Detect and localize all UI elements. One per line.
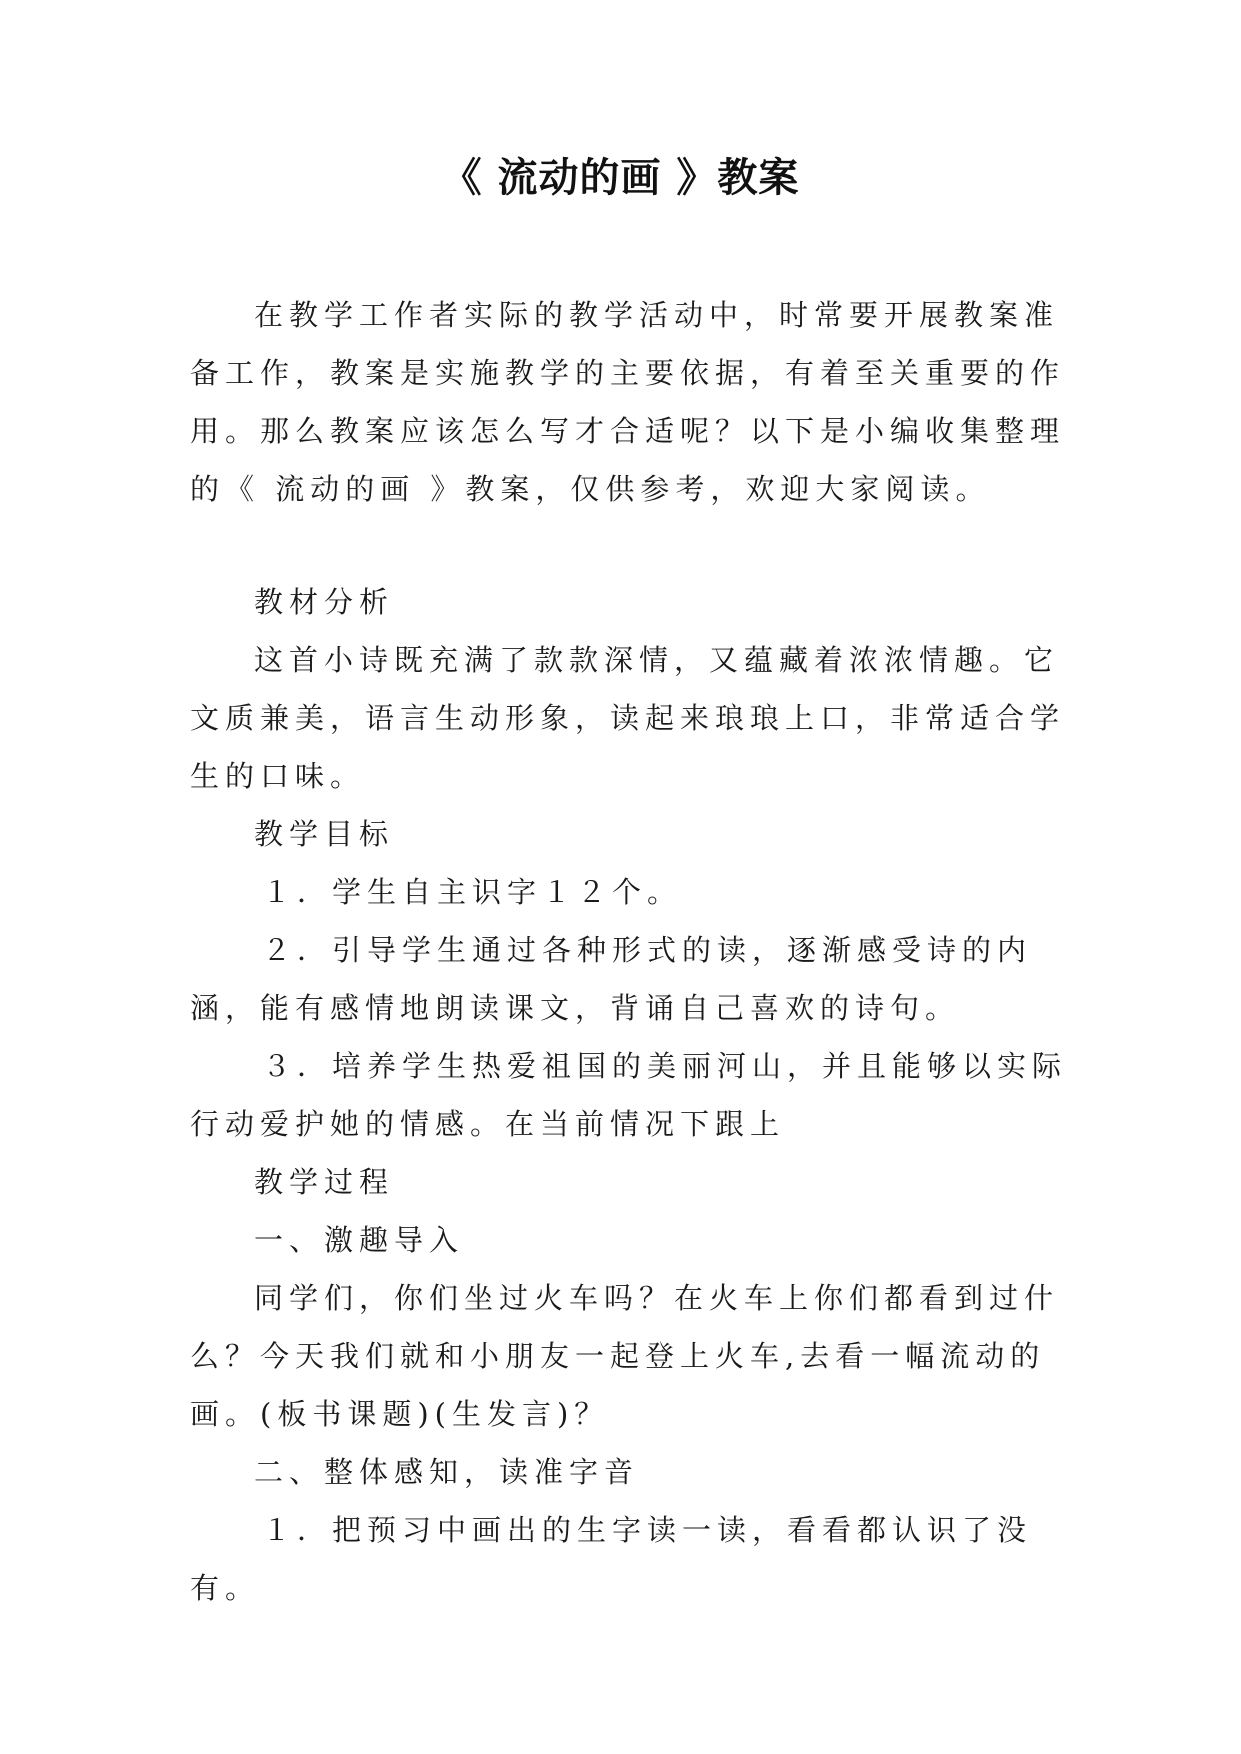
goal-item-2: ２．引导学生通过各种形式的读，逐渐感受诗的内涵，能有感情地朗读课文，背诵自己喜欢的诗句。 [190,933,1033,1025]
step-2-heading: 二、整体感知，读准字音 [254,1455,640,1489]
step-1-heading: 一、激趣导入 [254,1223,465,1257]
intro-paragraph: 在教学工作者实际的教学活动中，时常要开展教案准备工作，教案是实施教学的主要依据，有着至关重要的作用。那么教案应该怎么写才合适呢？以下是小编收集整理的《 流动的画 》教案，仅供参考，欢迎大家阅读。 [190,298,1066,506]
analysis-paragraph: 这首小诗既充满了款款深情，又蕴藏着浓浓情趣。它文质兼美，语言生动形象，读起来琅琅上口，非常适合学生的口味。 [190,643,1066,793]
document-title: 《 流动的画 》教案 [441,155,800,201]
goal-item-1: １．学生自主识字１２个。 [262,875,683,909]
document-body [190,286,1070,1617]
analysis-heading: 教材分析 [254,585,395,619]
goal-item-3: ３．培养学生热爱祖国的美丽河山，并且能够以实际行动爱护她的情感。在当前情况下跟上 [190,1049,1068,1141]
step-2-item-1: １．把预习中画出的生字读一读，看看都认识了没有。 [190,1513,1033,1605]
process-heading: 教学过程 [254,1165,395,1199]
goals-heading: 教学目标 [254,817,395,851]
paragraph-gap [190,518,1070,573]
step-1-paragraph: 同学们，你们坐过火车吗？在火车上你们都看到过什么？今天我们就和小朋友一起登上火车,去看一幅流动的画。(板书课题)(生发言)？ [190,1281,1060,1431]
